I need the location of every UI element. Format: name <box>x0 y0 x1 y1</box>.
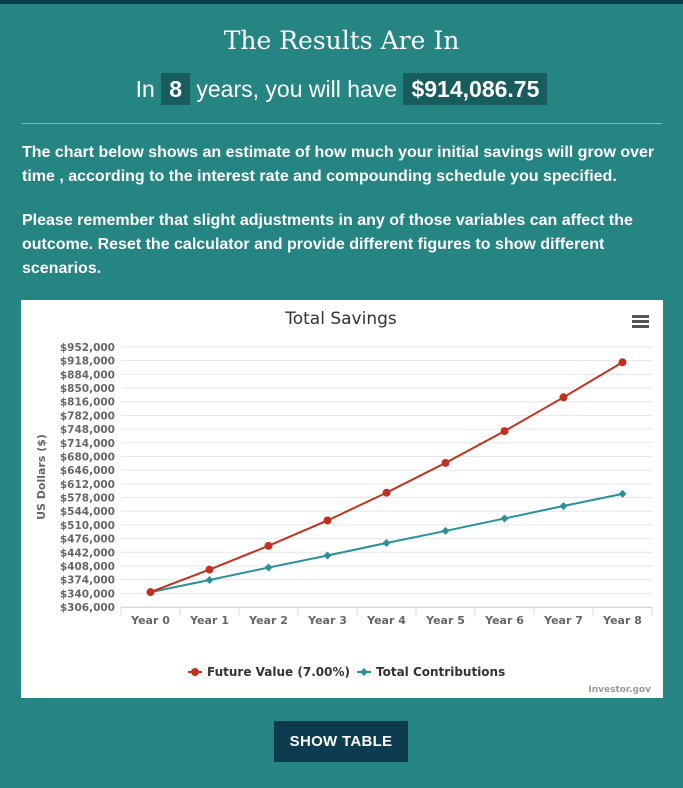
x-tick-label: Year 5 <box>426 614 465 627</box>
y-tick-label: $408,000 <box>59 560 115 573</box>
total-savings-chart <box>21 300 663 698</box>
x-tick-label: Year 1 <box>190 614 229 627</box>
data-point <box>206 566 214 574</box>
data-point <box>501 427 509 435</box>
y-tick-label: $442,000 <box>59 547 115 560</box>
data-point <box>501 514 509 522</box>
data-point <box>206 576 214 584</box>
x-tick-label: Year 0 <box>131 614 170 627</box>
y-tick-label: $544,000 <box>59 506 115 519</box>
data-point <box>442 459 450 467</box>
divider <box>22 123 662 124</box>
legend-marker <box>191 668 199 676</box>
legend-label: Future Value (7.00%) <box>207 665 350 679</box>
series-line <box>151 362 623 592</box>
data-point <box>442 527 450 535</box>
data-point <box>619 490 627 498</box>
y-tick-label: $680,000 <box>59 451 115 464</box>
chart-description: The chart below shows an estimate of how much your initial savings will grow over time , according to the interest rate and compounding schedule you specified. <box>22 144 655 185</box>
y-tick-label: $918,000 <box>59 355 115 368</box>
data-point <box>619 358 627 366</box>
data-point <box>265 542 273 550</box>
data-point <box>560 393 568 401</box>
y-axis-title: US Dollars ($) <box>35 434 48 520</box>
y-tick-label: $476,000 <box>59 533 115 546</box>
data-point <box>147 588 155 596</box>
y-tick-label: $816,000 <box>59 396 115 409</box>
y-tick-label: $714,000 <box>59 437 115 450</box>
chart-credits: Investor.gov <box>588 685 651 695</box>
x-tick-label: Year 7 <box>544 614 583 627</box>
y-tick-label: $782,000 <box>59 410 115 423</box>
summary-amount: $914,086.75 <box>403 73 547 105</box>
x-tick-label: Year 4 <box>367 614 406 627</box>
results-summary <box>0 70 683 106</box>
y-tick-label: $306,000 <box>59 602 115 614</box>
y-tick-label: $578,000 <box>59 492 115 505</box>
data-point <box>560 502 568 510</box>
y-tick-label: $340,000 <box>59 588 115 601</box>
show-table-button[interactable]: SHOW TABLE <box>274 721 408 762</box>
data-point <box>383 489 391 497</box>
legend-label: Total Contributions <box>376 665 506 679</box>
y-tick-label: $510,000 <box>59 519 115 532</box>
adjustment-note: Please remember that slight adjustments in any of those variables can affect the outcome. Reset the calculator and provide different figures to show different scenarios. <box>22 212 633 277</box>
x-tick-label: Year 3 <box>308 614 347 627</box>
y-tick-label: $884,000 <box>59 369 115 382</box>
summary-middle: years, you will have <box>196 75 398 102</box>
x-tick-label: Year 6 <box>485 614 524 627</box>
data-point <box>383 539 391 547</box>
summary-years: 8 <box>161 73 190 105</box>
y-tick-label: $748,000 <box>59 424 115 437</box>
results-heading: The Results Are In <box>223 26 460 55</box>
data-point <box>265 564 273 572</box>
y-tick-label: $612,000 <box>59 478 115 491</box>
y-tick-label: $952,000 <box>59 342 115 354</box>
x-tick-label: Year 2 <box>249 614 288 627</box>
chart-title: Total Savings <box>285 309 397 329</box>
chart-svg <box>21 300 663 698</box>
data-point <box>324 516 332 524</box>
legend-marker <box>360 668 368 676</box>
hamburger-menu-icon[interactable] <box>632 315 649 328</box>
x-tick-label: Year 8 <box>603 614 642 627</box>
y-tick-label: $850,000 <box>59 383 115 396</box>
y-tick-label: $374,000 <box>59 574 115 587</box>
y-tick-label: $646,000 <box>59 465 115 478</box>
summary-prefix: In <box>135 75 155 102</box>
